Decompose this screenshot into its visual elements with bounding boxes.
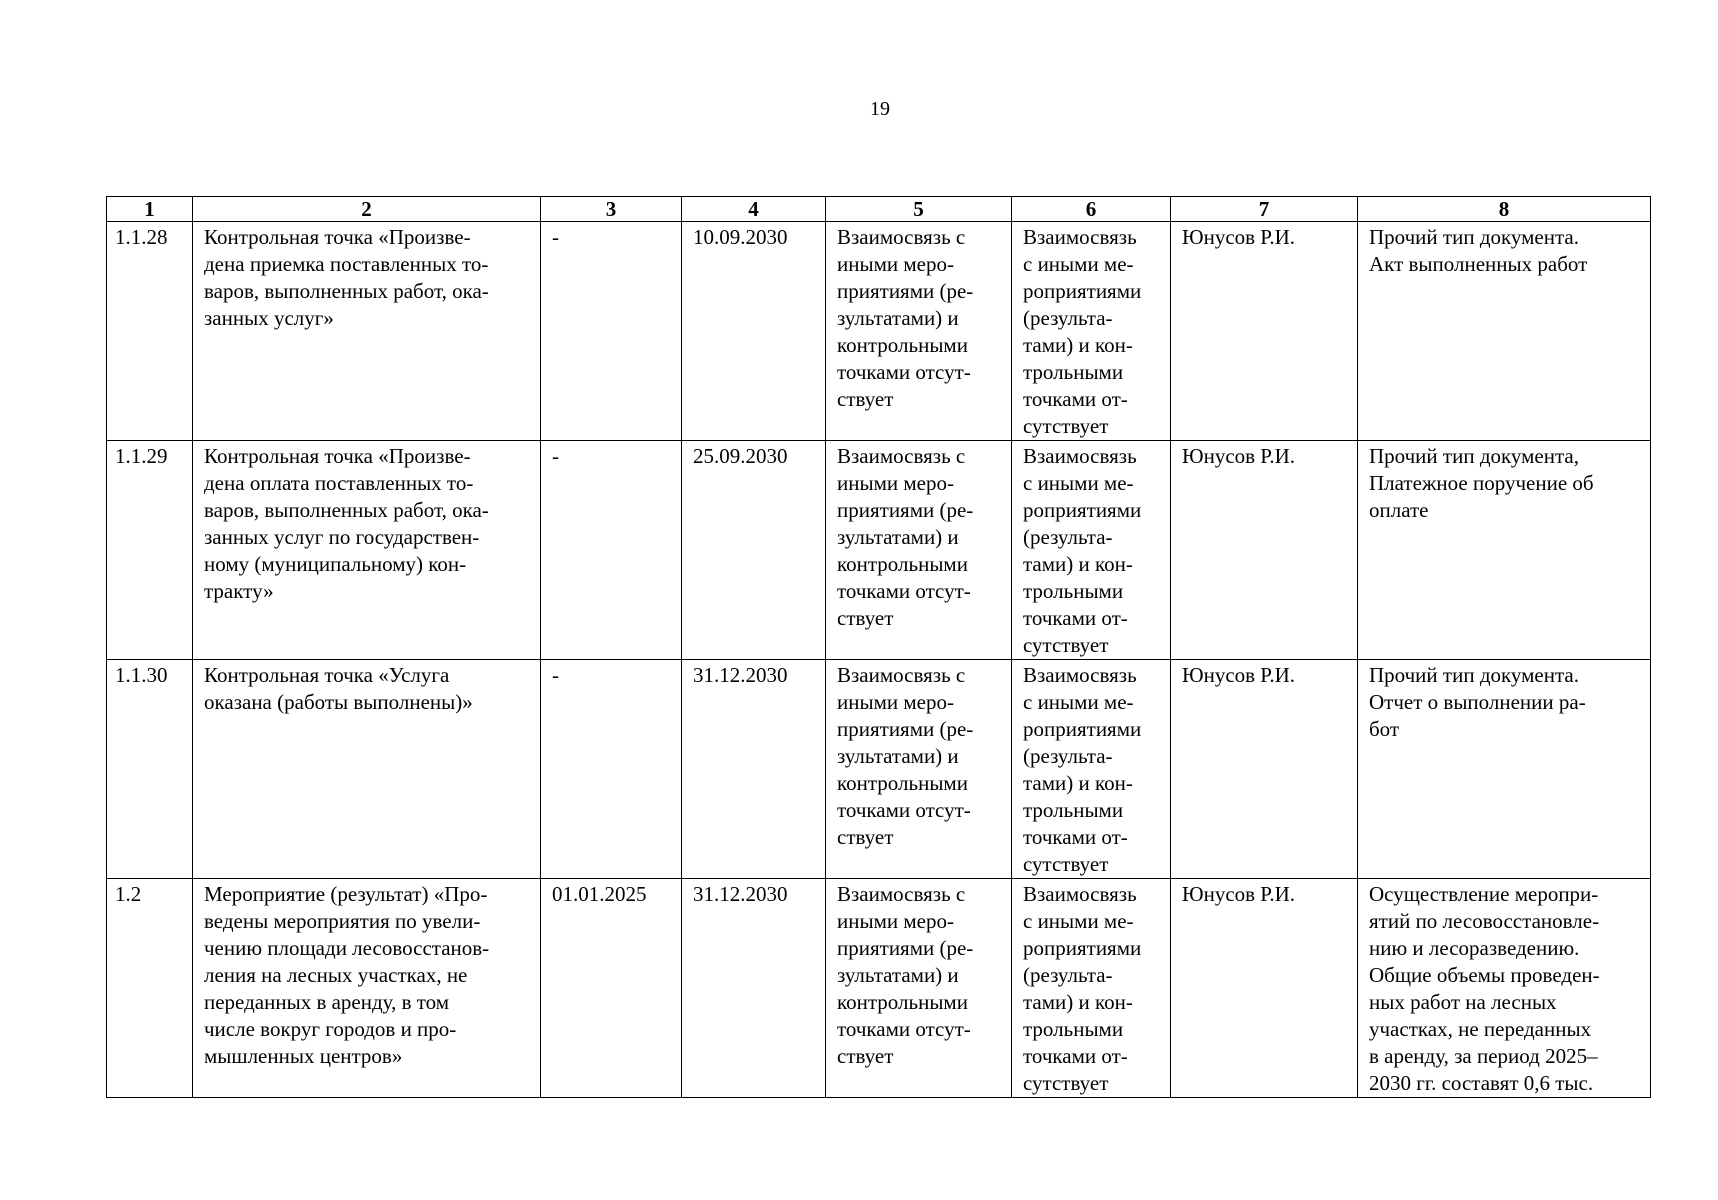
table-row: [107, 879, 1651, 1098]
row-relation-6: Взаимосвязь с иными ме- роприятиями (результа- тами) и кон- трольными точками от- сутствует: [1012, 222, 1171, 441]
table-row: [107, 222, 1651, 441]
row-relation-6: Взаимосвязь с иными ме- роприятиями (результа- тами) и кон- трольными точками от- сутствует: [1012, 660, 1171, 879]
row-responsible: Юнусов Р.И.: [1171, 660, 1358, 879]
plan-table: [106, 196, 1651, 1098]
row-relation-5: Взаимосвязь с иными меро- приятиями (ре- зультатами) и контрольными точками отсут- ствует: [826, 222, 1012, 441]
row-name: Контрольная точка «Произве- дена приемка поставленных то- варов, выполненных работ, ока- занных услуг»: [193, 222, 541, 441]
row-name: Контрольная точка «Произве- дена оплата поставленных то- варов, выполненных работ, ока- занных услуг по государствен- ному (муниципальному) кон- тракту»: [193, 441, 541, 660]
row-relation-6: Взаимосвязь с иными ме- роприятиями (результа- тами) и кон- трольными точками от- сутствует: [1012, 441, 1171, 660]
row-responsible: Юнусов Р.И.: [1171, 222, 1358, 441]
row-code: 1.1.29: [107, 441, 193, 660]
table-row: [107, 660, 1651, 879]
row-start-date: -: [541, 222, 682, 441]
row-start-date: -: [541, 441, 682, 660]
row-document: Прочий тип документа, Платежное поручение об оплате: [1358, 441, 1651, 660]
row-end-date: 31.12.2030: [682, 879, 826, 1098]
page-number: 19: [870, 98, 890, 120]
row-name: Контрольная точка «Услуга оказана (работы выполнены)»: [193, 660, 541, 879]
row-document: Осуществление меропри- ятий по лесовосстановле- нию и лесоразведению. Общие объемы проведен- ных работ на лесных участках, не переданных в аренду, за период 2025– 2030 гг. составят 0,6 тыс.: [1358, 879, 1651, 1098]
row-document: Прочий тип документа. Акт выполненных работ: [1358, 222, 1651, 441]
row-document: Прочий тип документа. Отчет о выполнении ра- бот: [1358, 660, 1651, 879]
header-col-2: 2: [193, 197, 541, 222]
row-start-date: 01.01.2025: [541, 879, 682, 1098]
header-col-8: 8: [1358, 197, 1651, 222]
header-col-3: 3: [541, 197, 682, 222]
row-relation-5: Взаимосвязь с иными меро- приятиями (ре- зультатами) и контрольными точками отсут- ствует: [826, 879, 1012, 1098]
row-code: 1.1.30: [107, 660, 193, 879]
row-responsible: Юнусов Р.И.: [1171, 441, 1358, 660]
row-start-date: -: [541, 660, 682, 879]
row-end-date: 31.12.2030: [682, 660, 826, 879]
row-code: 1.2: [107, 879, 193, 1098]
header-col-7: 7: [1171, 197, 1358, 222]
row-relation-5: Взаимосвязь с иными меро- приятиями (ре- зультатами) и контрольными точками отсут- ствует: [826, 441, 1012, 660]
row-relation-5: Взаимосвязь с иными меро- приятиями (ре- зультатами) и контрольными точками отсут- ствует: [826, 660, 1012, 879]
header-row: [107, 197, 1651, 222]
row-end-date: 10.09.2030: [682, 222, 826, 441]
row-code: 1.1.28: [107, 222, 193, 441]
header-col-5: 5: [826, 197, 1012, 222]
table-row: [107, 441, 1651, 660]
header-col-1: 1: [107, 197, 193, 222]
header-col-6: 6: [1012, 197, 1171, 222]
header-col-4: 4: [682, 197, 826, 222]
row-end-date: 25.09.2030: [682, 441, 826, 660]
row-relation-6: Взаимосвязь с иными ме- роприятиями (результа- тами) и кон- трольными точками от- сутствует: [1012, 879, 1171, 1098]
row-responsible: Юнусов Р.И.: [1171, 879, 1358, 1098]
row-name: Мероприятие (результат) «Про- ведены мероприятия по увели- чению площади лесовосстанов- ления на лесных участках, не переданных в аренду, в том числе вокруг городов и про- мышленных центров»: [193, 879, 541, 1098]
